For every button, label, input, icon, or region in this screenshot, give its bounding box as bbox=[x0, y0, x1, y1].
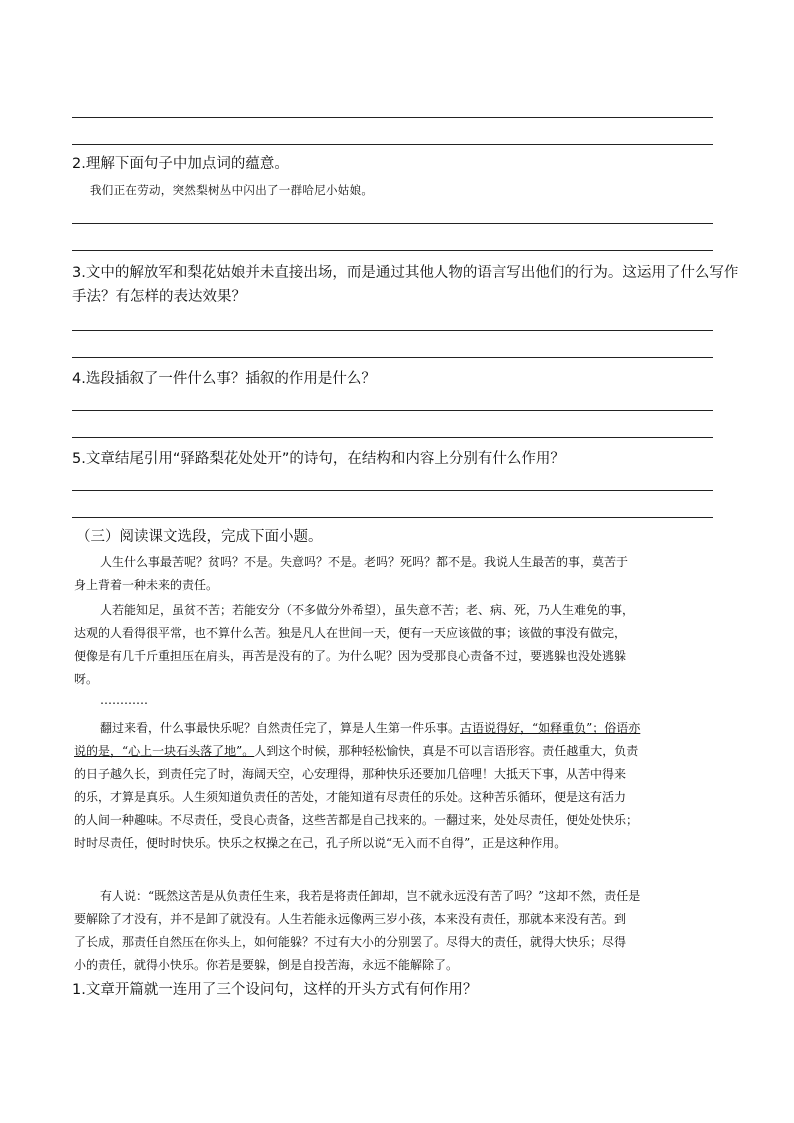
passage-line: 的日子越久长，到责任完了时，海阔天空，心安理得，那种快乐还要加几倍哩！大抵天下事，从苦中得来 bbox=[74, 767, 627, 781]
passage-line: 要解除了才没有，并不是卸了就没有。人生若能永远像两三岁小孩，本来没有责任，那就本来没有苦。到 bbox=[74, 912, 627, 926]
passage-line: 达观的人看得很平常，也不算什么苦。独是凡人在世间一天，便有一天应该做的事；该做的事没有做完， bbox=[74, 626, 627, 640]
answer-line[interactable] bbox=[72, 250, 713, 251]
answer-line[interactable] bbox=[72, 357, 713, 358]
question-2-prompt: 2.理解下面句子中加点词的蕴意。 bbox=[72, 156, 289, 172]
question-4-prompt: 4.选段插叙了一件什么事？插叙的作用是什么？ bbox=[72, 371, 376, 387]
question-5-prompt: 5.文章结尾引用“驿路梨花处处开”的诗句，在结构和内容上分别有什么作用？ bbox=[72, 451, 565, 467]
passage-line: 的乐，才算是真乐。人生须知道负责任的苦处，才能知道有尽责任的乐处。这种苦乐循环，便是这有活力 bbox=[74, 790, 627, 804]
passage-line: 时时尽责任，便时时快乐。快乐之权操之在己，孔子所以说“无入而不自得”，正是这种作用。 bbox=[74, 836, 567, 850]
passage-text: 人到这个时候，那种轻松愉快，真是不可以言语形容。责任越重大，负责 bbox=[254, 744, 639, 758]
answer-line[interactable] bbox=[72, 410, 713, 411]
section-3-heading: （三）阅读课文选段，完成下面小题。 bbox=[76, 529, 323, 545]
passage-line bbox=[74, 740, 720, 763]
passage-line: 小的责任，就得小快乐。你若是要躲，倒是自投苦海，永远不能解除了。 bbox=[74, 958, 459, 972]
section-3-question-1: 1.文章开篇就一连用了三个设问句，这样的开头方式有何作用？ bbox=[72, 982, 478, 998]
passage-line: 呀。 bbox=[74, 672, 99, 686]
answer-line[interactable] bbox=[72, 490, 713, 491]
passage-line: 人生什么事最苦呢？贫吗？不是。失意吗？不是。老吗？死吗？都不是。我说人生最苦的事，莫苦于 bbox=[100, 555, 629, 569]
passage-paragraph-3 bbox=[74, 717, 720, 855]
answer-line[interactable] bbox=[72, 223, 713, 224]
answer-line[interactable] bbox=[72, 437, 713, 438]
underlined-quote: 古语说得好，“如释重负”；俗语亦 bbox=[460, 721, 641, 735]
passage-line: 便像是有几千斤重担压在肩头，再苦是没有的了。为什么呢？因为受那良心责备不过，要逃躲也没处逃躲 bbox=[74, 649, 627, 663]
passage-paragraph-2 bbox=[74, 599, 720, 691]
omission-ellipsis: ………… bbox=[100, 693, 148, 707]
passage-line: 人若能知足，虽贫不苦；若能安分（不多做分外希望），虽失意不苦；老、病、死，乃人生难免的事， bbox=[100, 603, 635, 617]
passage-line bbox=[74, 717, 720, 740]
answer-line[interactable] bbox=[72, 330, 713, 331]
passage-paragraph-4 bbox=[74, 885, 720, 977]
passage-paragraph-1 bbox=[74, 551, 720, 597]
underlined-quote: 说的是，“心上一块石头落了地”。 bbox=[74, 744, 255, 758]
answer-line[interactable] bbox=[72, 517, 713, 518]
question-3-line-1: 3.文中的解放军和梨花姑娘并未直接出场，而是通过其他人物的语言写出他们的行为。这运用了什么写作 bbox=[72, 265, 739, 281]
passage-text: 翻过来看，什么事最快乐呢？自然责任完了，算是人生第一件乐事。 bbox=[100, 721, 461, 735]
answer-line[interactable] bbox=[72, 117, 713, 118]
passage-line: 的人间一种趣味。不尽责任，受良心责备，这些苦都是自己找来的。一翻过来，处处尽责任，便处处快乐； bbox=[74, 813, 639, 827]
question-3-line-2: 手法？有怎样的表达效果？ bbox=[72, 289, 246, 305]
passage-line: 身上背着一种未来的责任。 bbox=[74, 578, 219, 592]
question-3-prompt bbox=[72, 261, 739, 309]
answer-line[interactable] bbox=[72, 144, 713, 145]
question-2-example-sentence: 我们正在劳动，突然梨树丛中闪出了一群哈尼小姑娘。 bbox=[90, 183, 374, 197]
passage-line: 有人说：“既然这苦是从负责任生来，我若是将责任卸却，岂不就永远没有苦了吗？”这却不然，责任是 bbox=[100, 889, 641, 903]
passage-line: 了长成，那责任自然压在你头上，如何能躲？不过有大小的分别罢了。尽得大的责任，就得大快乐；尽得 bbox=[74, 935, 627, 949]
